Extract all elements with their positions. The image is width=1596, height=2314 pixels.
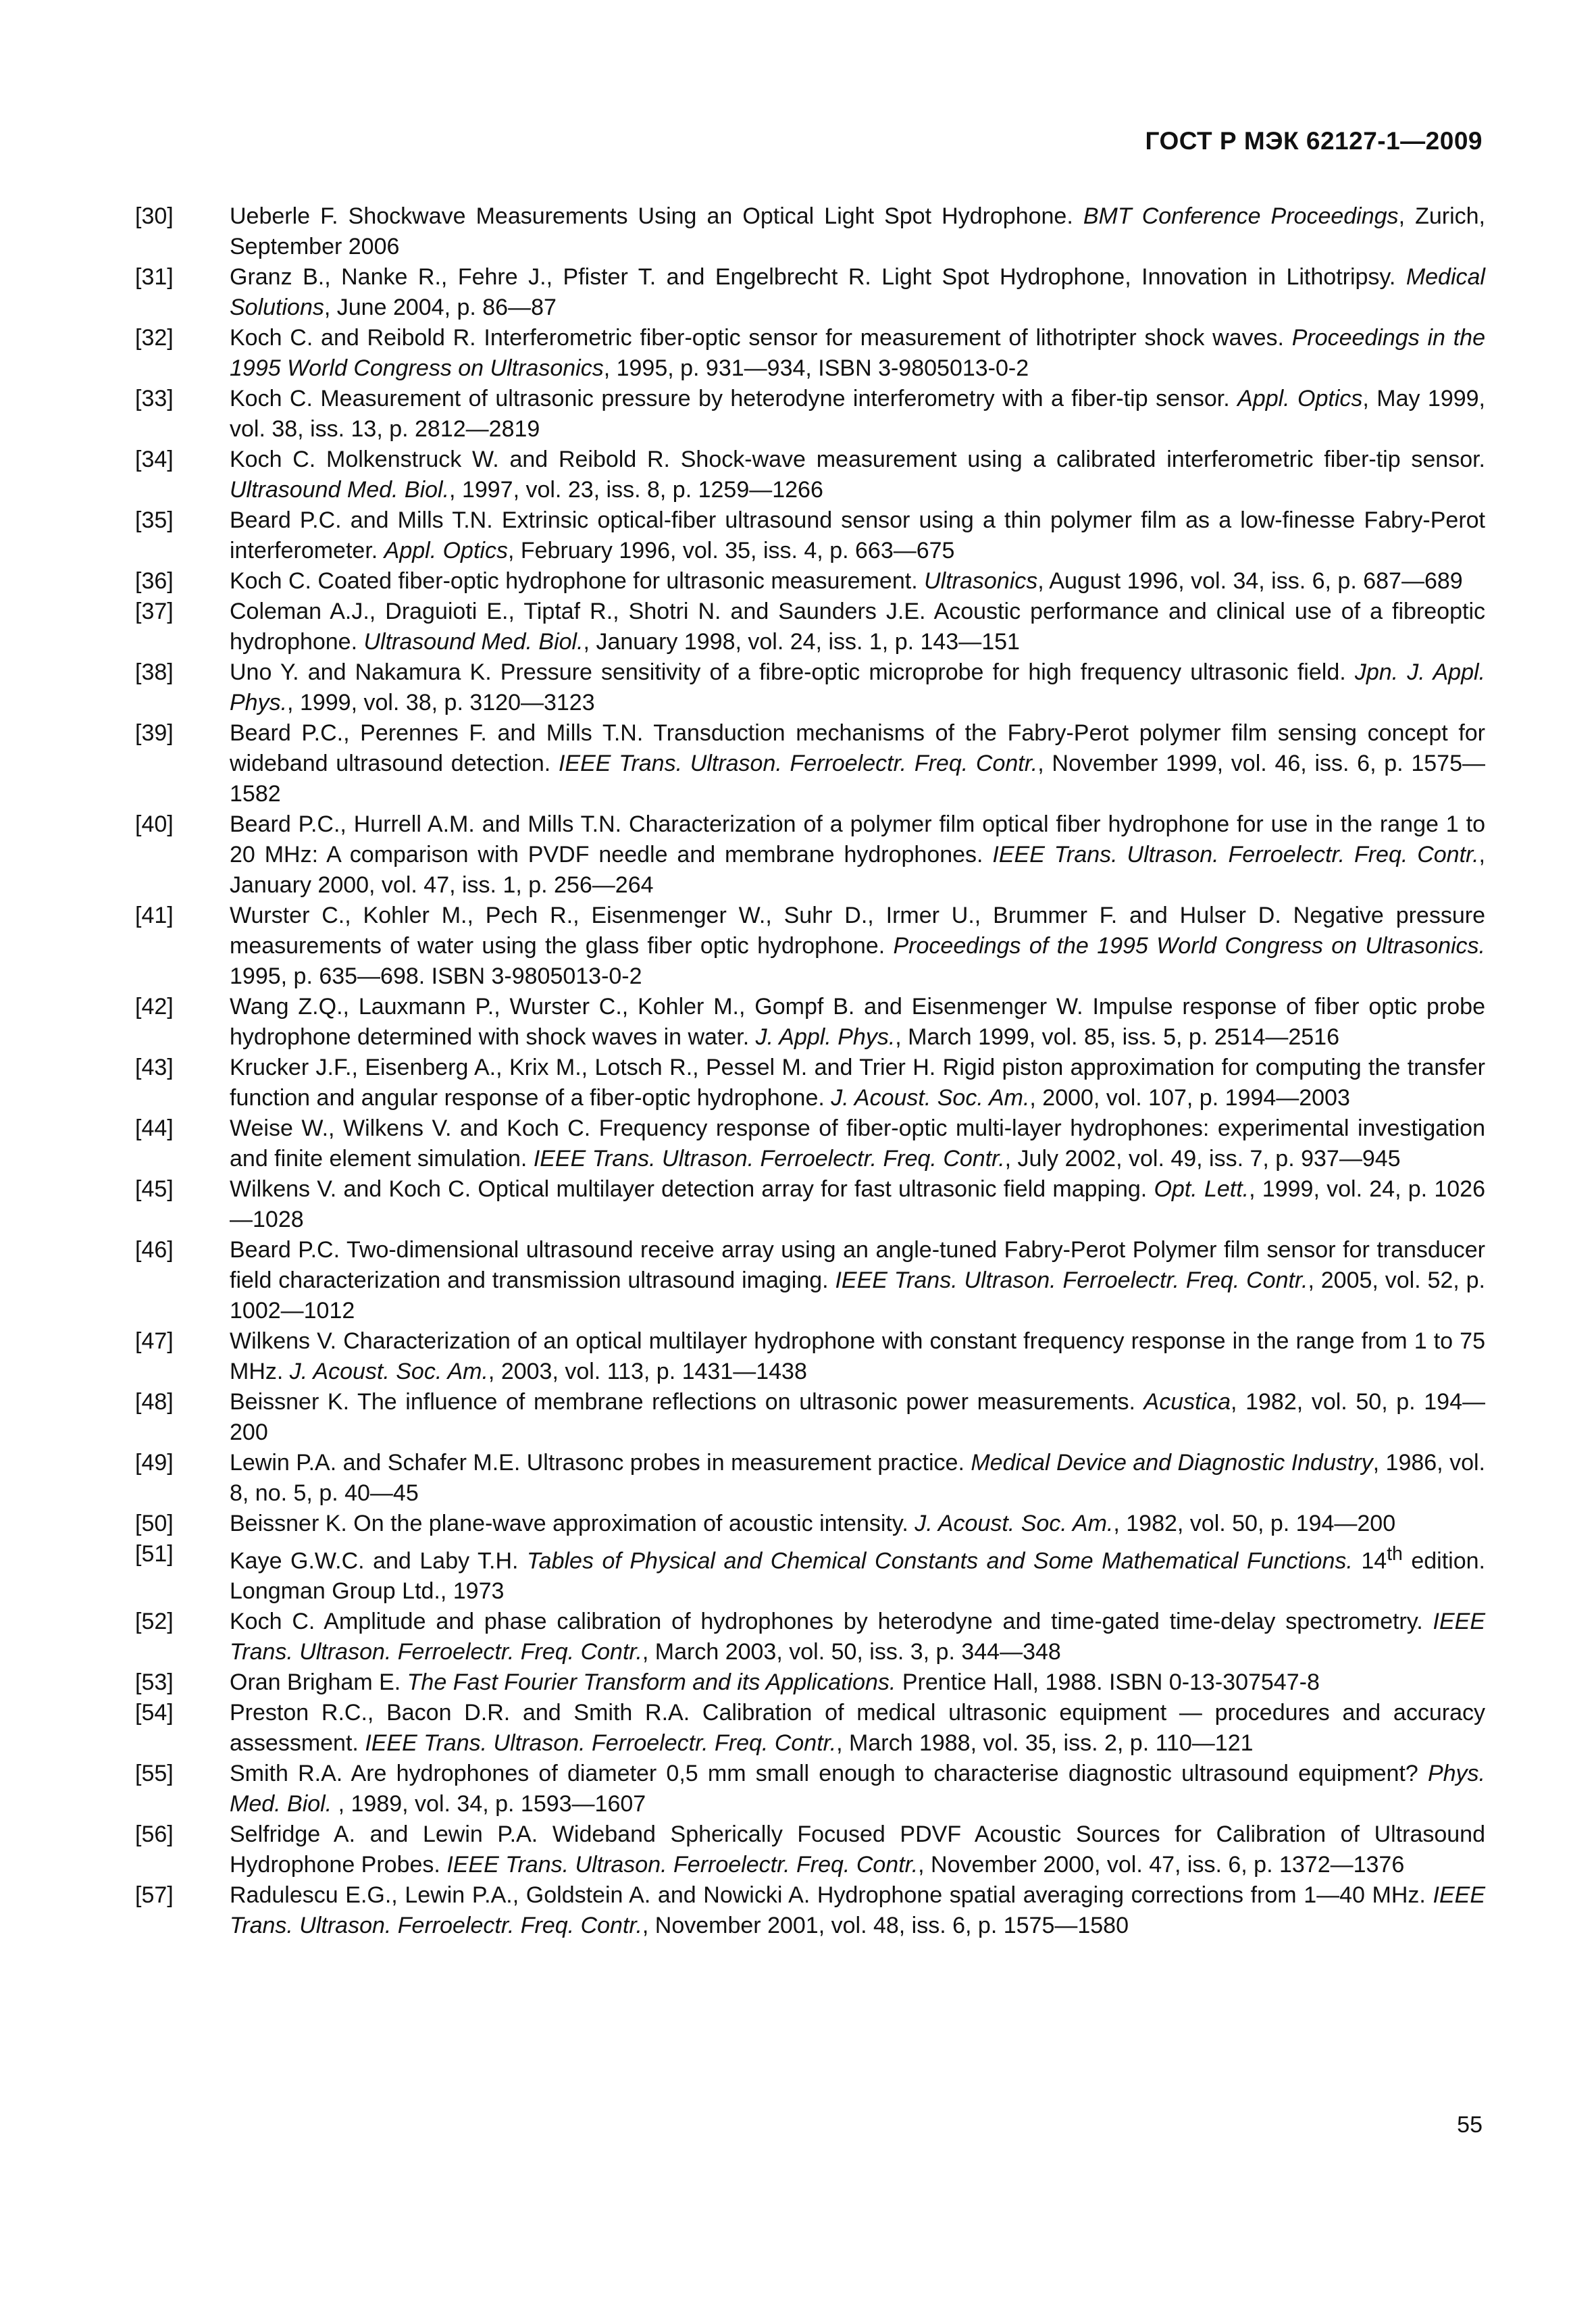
reference-entry: [128, 1607, 1485, 1667]
citation-text: Koch C. Measurement of ultrasonic pressure by heterodyne interferometry with a fiber-tip sensor.: [230, 386, 1238, 411]
citation-text: Wilkens V. and Koch C. Optical multilayer detection array for fast ultrasonic field mapping.: [230, 1176, 1154, 1202]
reference-entry: [128, 445, 1485, 505]
reference-entry: [128, 1698, 1485, 1759]
reference-number: [34]: [135, 447, 174, 472]
reference-text: [230, 1448, 1485, 1509]
citation-text: Lewin P.A. and Schafer M.E. Ultrasonc probes in measurement practice.: [230, 1450, 971, 1476]
citation-text: Krucker J.F., Eisenberg A., Krix M., Lotsch R., Pessel M. and Trier H. Rigid piston approximation for computing the transfer function and angular response of a fiber-optic hydrophone.: [230, 1055, 1485, 1111]
citation-text: Uno Y. and Nakamura K. Pressure sensitivity of a fibre-optic microprobe for high frequency ultrasonic field.: [230, 659, 1355, 685]
reference-number: [47]: [135, 1328, 174, 1354]
journal-title: The Fast Fourier Transform and its Applications.: [407, 1669, 896, 1696]
reference-entry: [128, 1448, 1485, 1509]
reference-entry: [128, 809, 1485, 901]
citation-text: , November 2001, vol. 48, iss. 6, p. 1575—1580: [642, 1913, 1129, 1939]
journal-title: IEEE Trans. Ultrason. Ferroelectr. Freq. Contr.: [558, 751, 1038, 776]
citation-text: Wilkens V. Characterization of an optical multilayer hydrophone with constant frequency response in the range from 1 to 75 MHz.: [230, 1328, 1485, 1384]
reference-number: [55]: [135, 1761, 174, 1787]
reference-number: [30]: [135, 203, 174, 229]
reference-text: [230, 1819, 1485, 1880]
citation-text: , 2000, vol. 107, p. 1994—2003: [1029, 1085, 1350, 1111]
reference-entry: [128, 201, 1485, 262]
superscript-text: th: [1387, 1543, 1403, 1565]
reference-number: [33]: [135, 386, 174, 411]
citation-text: , 1982, vol. 50, p. 194—200: [1113, 1511, 1396, 1536]
citation-text: , Zurich, September 2006: [230, 203, 1485, 259]
citation-text: Smith R.A. Are hydrophones of diameter 0,5 mm small enough to characterise diagnostic ultrasound equipment?: [230, 1761, 1428, 1787]
citation-text: Beard P.C., Perennes F. and Mills T.N. Transduction mechanisms of the Fabry-Perot polymer film sensing concept for wideband ultrasound detection.: [230, 720, 1485, 776]
citation-text: , November 1999, vol. 46, iss. 6, p. 1575—1582: [230, 751, 1485, 807]
reference-number: [35]: [135, 507, 174, 533]
reference-text: [230, 323, 1485, 384]
reference-entry: [128, 901, 1485, 992]
reference-text: [230, 1698, 1485, 1759]
reference-text: [230, 566, 1485, 597]
reference-text: [230, 505, 1485, 566]
reference-text: [230, 657, 1485, 718]
citation-text: Wang Z.Q., Lauxmann P., Wurster C., Kohler M., Gompf B. and Eisenmenger W. Impulse response of fiber optic probe hydrophone determined with shock waves in water.: [230, 994, 1485, 1050]
reference-text: [230, 1387, 1485, 1448]
journal-title: Ultrasound Med. Biol.: [363, 629, 584, 655]
citation-text: Wurster C., Kohler M., Pech R., Eisenmenger W., Suhr D., Irmer U., Brummer F. and Hulser D. Negative pressure measurements of water using the glass fiber optic hydrophone.: [230, 903, 1485, 959]
reference-entry: [128, 384, 1485, 445]
reference-entry: [128, 1880, 1485, 1941]
citation-text: , July 2002, vol. 49, iss. 7, p. 937—945: [1004, 1146, 1401, 1172]
journal-title: BMT Conference Proceedings: [1083, 203, 1399, 229]
reference-number: [50]: [135, 1511, 174, 1536]
citation-text: Coleman A.J., Draguioti E., Tiptaf R., Shotri N. and Saunders J.E. Acoustic performance and clinical use of a fibreoptic hydrophone.: [230, 599, 1485, 655]
citation-text: Koch C. Amplitude and phase calibration of hydrophones by heterodyne and time-gated time-delay spectrometry.: [230, 1609, 1433, 1635]
citation-text: Beissner K. On the plane-wave approximation of acoustic intensity.: [230, 1511, 915, 1536]
citation-text: , 1999, vol. 38, p. 3120—3123: [287, 690, 595, 715]
reference-entry: [128, 1113, 1485, 1174]
reference-entry: [128, 1539, 1485, 1607]
journal-title: Appl. Optics: [384, 538, 508, 563]
journal-title: IEEE Trans. Ultrason. Ferroelectr. Freq. Contr.: [230, 1609, 1485, 1665]
reference-text: [230, 1880, 1485, 1941]
journal-title: IEEE Trans. Ultrason. Ferroelectr. Freq. Contr.: [992, 842, 1479, 867]
citation-text: 1995, p. 635—698. ISBN 3-9805013-0-2: [230, 963, 642, 989]
reference-text: [230, 597, 1485, 657]
citation-text: Beard P.C. and Mills T.N. Extrinsic optical-fiber ultrasound sensor using a thin polymer film as a low-finesse Fabry-Perot interferometer.: [230, 507, 1485, 563]
reference-text: [230, 1539, 1485, 1607]
citation-text: , January 1998, vol. 24, iss. 1, p. 143—151: [583, 629, 1020, 655]
citation-text: Koch C. Coated fiber-optic hydrophone for ultrasonic measurement.: [230, 568, 925, 594]
citation-text: Selfridge A. and Lewin P.A. Wideband Spherically Focused PDVF Acoustic Sources for Calibration of Ultrasound Hydrophone Probes.: [230, 1821, 1485, 1878]
reference-number: [56]: [135, 1821, 174, 1848]
journal-title: Phys. Med. Biol.: [230, 1761, 1485, 1817]
citation-text: Beard P.C. Two-dimensional ultrasound receive array using an angle-tuned Fabry-Perot Polymer film sensor for transducer field characterization and transmission ultrasound imaging.: [230, 1237, 1485, 1293]
reference-number: [57]: [135, 1882, 174, 1909]
reference-entry: [128, 1387, 1485, 1448]
citation-text: Preston R.C., Bacon D.R. and Smith R.A. Calibration of medical ultrasonic equipment — procedures and accuracy assessment.: [230, 1700, 1485, 1757]
citation-text: , January 2000, vol. 47, iss. 1, p. 256—264: [230, 842, 1485, 898]
citation-text: , 1997, vol. 23, iss. 8, p. 1259—1266: [449, 477, 823, 503]
reference-text: [230, 1235, 1485, 1326]
reference-text: [230, 992, 1485, 1053]
reference-entry: [128, 1174, 1485, 1235]
reference-text: [230, 1053, 1485, 1113]
citation-text: , August 1996, vol. 34, iss. 6, p. 687—689: [1037, 568, 1463, 594]
journal-title: IEEE Trans. Ultrason. Ferroelectr. Freq. Contr.: [533, 1146, 1005, 1172]
reference-number: [39]: [135, 720, 174, 746]
reference-text: [230, 718, 1485, 809]
citation-text: Prentice Hall, 1988. ISBN 0-13-307547-8: [896, 1669, 1320, 1696]
reference-entry: [128, 566, 1485, 597]
reference-number: [48]: [135, 1389, 174, 1415]
citation-text: , March 1999, vol. 85, iss. 5, p. 2514—2516: [895, 1024, 1339, 1050]
reference-text: [230, 445, 1485, 505]
citation-text: Oran Brigham E.: [230, 1669, 407, 1696]
reference-number: [36]: [135, 568, 174, 594]
citation-text: Ueberle F. Shockwave Measurements Using an Optical Light Spot Hydrophone.: [230, 203, 1083, 229]
citation-text: , June 2004, p. 86—87: [324, 295, 557, 320]
citation-text: Beissner K. The influence of membrane reflections on ultrasonic power measurements.: [230, 1389, 1144, 1415]
reference-entry: [128, 1667, 1485, 1698]
citation-text: , 1995, p. 931—934, ISBN 3-9805013-0-2: [603, 355, 1029, 381]
citation-text: Kaye G.W.C. and Laby T.H.: [230, 1548, 527, 1574]
reference-entry: [128, 718, 1485, 809]
journal-title: J. Acoust. Soc. Am.: [831, 1085, 1030, 1111]
reference-entry: [128, 505, 1485, 566]
reference-entry: [128, 992, 1485, 1053]
reference-number: [49]: [135, 1450, 174, 1476]
reference-entry: [128, 262, 1485, 323]
journal-title: Ultrasonics: [924, 568, 1038, 594]
citation-text: , 1986, vol. 8, no. 5, p. 40—45: [230, 1450, 1485, 1506]
citation-text: Granz B., Nanke R., Fehre J., Pfister T. and Engelbrecht R. Light Spot Hydrophone, Innovation in Lithotripsy.: [230, 264, 1406, 290]
journal-title: Opt. Lett.: [1154, 1176, 1250, 1202]
reference-number: [53]: [135, 1669, 174, 1696]
citation-text: , March 2003, vol. 50, iss. 3, p. 344—348: [642, 1639, 1061, 1665]
reference-number: [41]: [135, 903, 174, 928]
reference-number: [31]: [135, 264, 174, 290]
citation-text: Weise W., Wilkens V. and Koch C. Frequency response of fiber-optic multi-layer hydrophones: experimental investigation and finite element simulation.: [230, 1115, 1485, 1172]
reference-text: [230, 1174, 1485, 1235]
journal-title: Acustica: [1143, 1389, 1231, 1415]
reference-list: [128, 201, 1485, 1941]
reference-entry: [128, 1759, 1485, 1819]
citation-text: , February 1996, vol. 35, iss. 4, p. 663—675: [507, 538, 955, 563]
reference-number: [37]: [135, 599, 174, 624]
page-number: 55: [1457, 2112, 1483, 2138]
journal-title: Proceedings in the 1995 World Congress on Ultrasonics: [230, 325, 1485, 381]
reference-text: [230, 809, 1485, 901]
journal-title: Appl. Optics: [1237, 386, 1363, 411]
reference-number: [52]: [135, 1609, 174, 1635]
reference-text: [230, 1667, 1485, 1698]
journal-title: IEEE Trans. Ultrason. Ferroelectr. Freq. Contr.: [230, 1882, 1485, 1939]
reference-entry: [128, 1819, 1485, 1880]
document-header: ГОСТ Р МЭК 62127-1—2009: [1145, 127, 1483, 155]
reference-number: [42]: [135, 994, 174, 1020]
reference-entry: [128, 657, 1485, 718]
reference-text: [230, 384, 1485, 445]
journal-title: IEEE Trans. Ultrason. Ferroelectr. Freq. Contr.: [835, 1267, 1308, 1293]
citation-text: edition. Longman Group Ltd., 1973: [230, 1548, 1485, 1605]
reference-number: [51]: [135, 1541, 174, 1567]
reference-text: [230, 1759, 1485, 1819]
reference-number: [32]: [135, 325, 174, 351]
reference-number: [43]: [135, 1055, 174, 1080]
reference-text: [230, 201, 1485, 262]
citation-text: , 1999, vol. 24, p. 1026—1028: [230, 1176, 1485, 1232]
journal-title: IEEE Trans. Ultrason. Ferroelectr. Freq. Contr.: [446, 1852, 919, 1878]
reference-text: [230, 1113, 1485, 1174]
reference-entry: [128, 323, 1485, 384]
journal-title: Jpn. J. Appl. Phys.: [230, 659, 1486, 715]
citation-text: Koch C. Molkenstruck W. and Reibold R. Shock-wave measurement using a calibrated interferometric fiber-tip sensor.: [230, 447, 1485, 472]
journal-title: Medical Device and Diagnostic Industry: [971, 1450, 1373, 1476]
citation-text: Koch C. and Reibold R. Interferometric fiber-optic sensor for measurement of lithotripter shock waves.: [230, 325, 1292, 351]
journal-title: J. Acoust. Soc. Am.: [915, 1511, 1114, 1536]
journal-title: IEEE Trans. Ultrason. Ferroelectr. Freq. Contr.: [365, 1730, 837, 1757]
journal-title: J. Appl. Phys.: [755, 1024, 896, 1050]
reference-text: [230, 1607, 1485, 1667]
citation-text: , November 2000, vol. 47, iss. 6, p. 1372—1376: [918, 1852, 1405, 1878]
reference-entry: [128, 1326, 1485, 1387]
reference-text: [230, 901, 1485, 992]
journal-title: J. Acoust. Soc. Am.: [289, 1359, 488, 1384]
citation-text: 14: [1352, 1548, 1387, 1574]
citation-text: , 2003, vol. 113, p. 1431—1438: [488, 1359, 807, 1384]
reference-entry: [128, 597, 1485, 657]
reference-text: [230, 1326, 1485, 1387]
reference-number: [38]: [135, 659, 174, 685]
citation-text: Beard P.C., Hurrell A.M. and Mills T.N. Characterization of a polymer film optical fiber hydrophone for use in the range 1 to 20 MHz: A comparison with PVDF needle and membrane hydrophones.: [230, 811, 1485, 867]
journal-title: Ultrasound Med. Biol.: [230, 477, 450, 503]
citation-text: , 2005, vol. 52, p. 1002—1012: [230, 1267, 1485, 1324]
journal-title: Medical Solutions: [230, 264, 1485, 320]
reference-number: [44]: [135, 1115, 174, 1141]
journal-title: Tables of Physical and Chemical Constants and Some Mathematical Functions.: [527, 1548, 1353, 1574]
reference-entry: [128, 1053, 1485, 1113]
citation-text: , 1982, vol. 50, p. 194—200: [230, 1389, 1485, 1445]
reference-number: [54]: [135, 1700, 174, 1726]
citation-text: , May 1999, vol. 38, iss. 13, p. 2812—2819: [230, 386, 1485, 442]
citation-text: Radulescu E.G., Lewin P.A., Goldstein A. and Nowicki A. Hydrophone spatial averaging corrections from 1—40 MHz.: [230, 1882, 1433, 1909]
reference-number: [40]: [135, 811, 174, 837]
reference-entry: [128, 1509, 1485, 1539]
reference-text: [230, 262, 1485, 323]
reference-number: [45]: [135, 1176, 174, 1202]
reference-number: [46]: [135, 1237, 174, 1263]
citation-text: , 1989, vol. 34, p. 1593—1607: [332, 1791, 646, 1817]
citation-text: , March 1988, vol. 35, iss. 2, p. 110—121: [836, 1730, 1254, 1757]
reference-text: [230, 1509, 1485, 1539]
reference-entry: [128, 1235, 1485, 1326]
journal-title: Proceedings of the 1995 World Congress on Ultrasonics.: [893, 933, 1485, 959]
